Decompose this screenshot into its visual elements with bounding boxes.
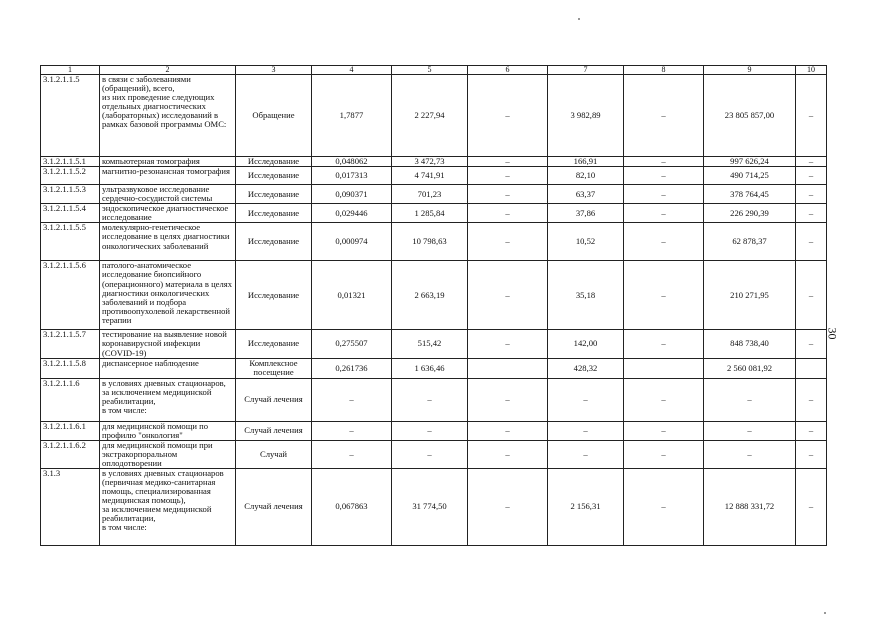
row-value: – (392, 440, 468, 468)
row-value: 848 738,40 (704, 330, 796, 358)
table-row (41, 223, 827, 261)
column-number: 3 (236, 66, 312, 75)
row-value: 31 774,50 (392, 468, 468, 545)
row-value: 10,52 (548, 223, 624, 261)
row-code: 3.1.2.1.1.6.2 (41, 440, 100, 468)
row-code: 3.1.2.1.1.5.4 (41, 204, 100, 223)
row-value: – (796, 468, 827, 545)
column-number: 10 (796, 66, 827, 75)
table-row (41, 185, 827, 204)
row-value: – (704, 421, 796, 440)
table-row (41, 75, 827, 157)
row-value: 226 290,39 (704, 204, 796, 223)
row-value: 701,23 (392, 185, 468, 204)
row-value: – (796, 440, 827, 468)
row-value: 142,00 (548, 330, 624, 358)
row-value: 0,01321 (312, 261, 392, 330)
row-name: в условиях дневных стационаров (первичная медико-санитарная помощь, специализированная медицинская помощь), за исключением медицинской реабилитации, в том числе: (100, 468, 236, 545)
row-value: – (624, 440, 704, 468)
row-name: эндоскопическое диагностическое исследование (100, 204, 236, 223)
row-value: – (468, 75, 548, 157)
row-code: 3.1.3 (41, 468, 100, 545)
row-value: – (548, 440, 624, 468)
row-value: 2 227,94 (392, 75, 468, 157)
row-value: 0,275507 (312, 330, 392, 358)
row-value: 37,86 (548, 204, 624, 223)
scan-speck (824, 612, 826, 614)
column-number: 5 (392, 66, 468, 75)
table-row (41, 167, 827, 185)
row-code: 3.1.2.1.1.5.3 (41, 185, 100, 204)
row-value: – (624, 157, 704, 167)
row-unit: Исследование (236, 185, 312, 204)
row-value: – (468, 421, 548, 440)
row-name: магнитно-резонансная томография (100, 167, 236, 185)
row-value: – (468, 157, 548, 167)
row-value: – (624, 204, 704, 223)
row-value: 0,090371 (312, 185, 392, 204)
row-code: 3.1.2.1.1.5.2 (41, 167, 100, 185)
table-row (41, 378, 827, 421)
row-value: – (796, 330, 827, 358)
row-unit: Исследование (236, 261, 312, 330)
table-row (41, 330, 827, 358)
row-value: – (796, 185, 827, 204)
row-name: патолого-анатомическое исследование биопсийного (операционного) материала в целях диагностики онкологических заболеваний и подбора противоопухолевой лекарственной терапии (100, 261, 236, 330)
row-value: – (468, 468, 548, 545)
row-value: 63,37 (548, 185, 624, 204)
row-unit: Случай (236, 440, 312, 468)
row-code: 3.1.2.1.1.5.6 (41, 261, 100, 330)
row-value: – (548, 421, 624, 440)
row-value: – (796, 223, 827, 261)
row-value: – (624, 75, 704, 157)
row-name: в связи с заболеваниями (обращений), всего, из них проведение следующих отдельных диагностических (лабораторных) исследований в рамках базовой программы ОМС: (100, 75, 236, 157)
row-unit: Случай лечения (236, 468, 312, 545)
table-row (41, 440, 827, 468)
row-value: 2 156,31 (548, 468, 624, 545)
row-value (796, 358, 827, 378)
table-row (41, 204, 827, 223)
table-row (41, 358, 827, 378)
row-value: 378 764,45 (704, 185, 796, 204)
row-value: 1,7877 (312, 75, 392, 157)
table-row (41, 261, 827, 330)
row-value: 428,32 (548, 358, 624, 378)
row-value: – (392, 421, 468, 440)
row-value: – (468, 330, 548, 358)
row-unit: Исследование (236, 157, 312, 167)
row-value: – (796, 75, 827, 157)
row-value: 2 663,19 (392, 261, 468, 330)
row-unit: Обращение (236, 75, 312, 157)
row-value: – (312, 440, 392, 468)
row-name: ультразвуковое исследование сердечно-сосудистой системы (100, 185, 236, 204)
row-name: компьютерная томография (100, 157, 236, 167)
row-unit: Комплексное посещение (236, 358, 312, 378)
row-unit: Исследование (236, 204, 312, 223)
row-value: – (796, 157, 827, 167)
row-value: – (392, 378, 468, 421)
row-value: – (796, 204, 827, 223)
row-value: – (468, 440, 548, 468)
row-value: 10 798,63 (392, 223, 468, 261)
row-value: – (468, 204, 548, 223)
row-value: 12 888 331,72 (704, 468, 796, 545)
column-number-row (41, 66, 827, 75)
row-value: 0,029446 (312, 204, 392, 223)
row-code: 3.1.2.1.1.5.5 (41, 223, 100, 261)
row-name: тестирование на выявление новой коронавирусной инфекции (COVID-19) (100, 330, 236, 358)
row-value: 997 626,24 (704, 157, 796, 167)
row-code: 3.1.2.1.1.6 (41, 378, 100, 421)
row-value: 2 560 081,92 (704, 358, 796, 378)
column-number: 1 (41, 66, 100, 75)
row-value: – (624, 468, 704, 545)
row-value: – (468, 261, 548, 330)
row-name: молекулярно-генетическое исследование в целях диагностики онкологических заболеваний (100, 223, 236, 261)
row-value: – (796, 167, 827, 185)
row-value: 23 805 857,00 (704, 75, 796, 157)
row-unit: Исследование (236, 223, 312, 261)
row-value (468, 358, 548, 378)
row-value: 0,261736 (312, 358, 392, 378)
row-value: – (312, 378, 392, 421)
row-value: 166,91 (548, 157, 624, 167)
row-unit: Случай лечения (236, 421, 312, 440)
row-value: – (624, 421, 704, 440)
row-value: 490 714,25 (704, 167, 796, 185)
row-value: – (468, 167, 548, 185)
row-value: – (704, 440, 796, 468)
row-value: – (624, 223, 704, 261)
row-value: 0,000974 (312, 223, 392, 261)
row-value: 35,18 (548, 261, 624, 330)
row-value: 0,067863 (312, 468, 392, 545)
column-number: 6 (468, 66, 548, 75)
row-value: – (624, 330, 704, 358)
row-value: – (468, 378, 548, 421)
row-value: 210 271,95 (704, 261, 796, 330)
scan-speck (578, 18, 580, 20)
row-value: – (796, 261, 827, 330)
page-number: 30 (825, 327, 840, 340)
row-value: 0,017313 (312, 167, 392, 185)
row-value: – (548, 378, 624, 421)
row-value: 1 636,46 (392, 358, 468, 378)
row-value: 3 472,73 (392, 157, 468, 167)
row-value: 0,048062 (312, 157, 392, 167)
table-row (41, 421, 827, 440)
table-row (41, 468, 827, 545)
row-name: в условиях дневных стационаров, за исключением медицинской реабилитации, в том числе: (100, 378, 236, 421)
row-value: 3 982,89 (548, 75, 624, 157)
row-value: 82,10 (548, 167, 624, 185)
row-unit: Исследование (236, 167, 312, 185)
row-name: диспансерное наблюдение (100, 358, 236, 378)
column-number: 9 (704, 66, 796, 75)
row-name: для медицинской помощи при экстракорпоральном оплодотворении (100, 440, 236, 468)
row-unit: Исследование (236, 330, 312, 358)
row-value (624, 358, 704, 378)
row-value: – (796, 421, 827, 440)
row-value: – (624, 185, 704, 204)
column-number: 2 (100, 66, 236, 75)
row-value: – (624, 378, 704, 421)
row-value: – (796, 378, 827, 421)
row-value: 4 741,91 (392, 167, 468, 185)
row-code: 3.1.2.1.1.5.7 (41, 330, 100, 358)
row-value: 515,42 (392, 330, 468, 358)
row-value: 62 878,37 (704, 223, 796, 261)
row-name: для медицинской помощи по профилю "онкология" (100, 421, 236, 440)
column-number: 7 (548, 66, 624, 75)
row-value: – (704, 378, 796, 421)
column-number: 8 (624, 66, 704, 75)
row-value: – (468, 185, 548, 204)
row-code: 3.1.2.1.1.5.1 (41, 157, 100, 167)
column-number: 4 (312, 66, 392, 75)
row-code: 3.1.2.1.1.6.1 (41, 421, 100, 440)
row-code: 3.1.2.1.1.5.8 (41, 358, 100, 378)
row-code: 3.1.2.1.1.5 (41, 75, 100, 157)
row-value: 1 285,84 (392, 204, 468, 223)
tariff-table (40, 65, 827, 546)
row-value: – (624, 167, 704, 185)
table-row (41, 157, 827, 167)
row-unit: Случай лечения (236, 378, 312, 421)
row-value: – (624, 261, 704, 330)
row-value: – (312, 421, 392, 440)
row-value: – (468, 223, 548, 261)
